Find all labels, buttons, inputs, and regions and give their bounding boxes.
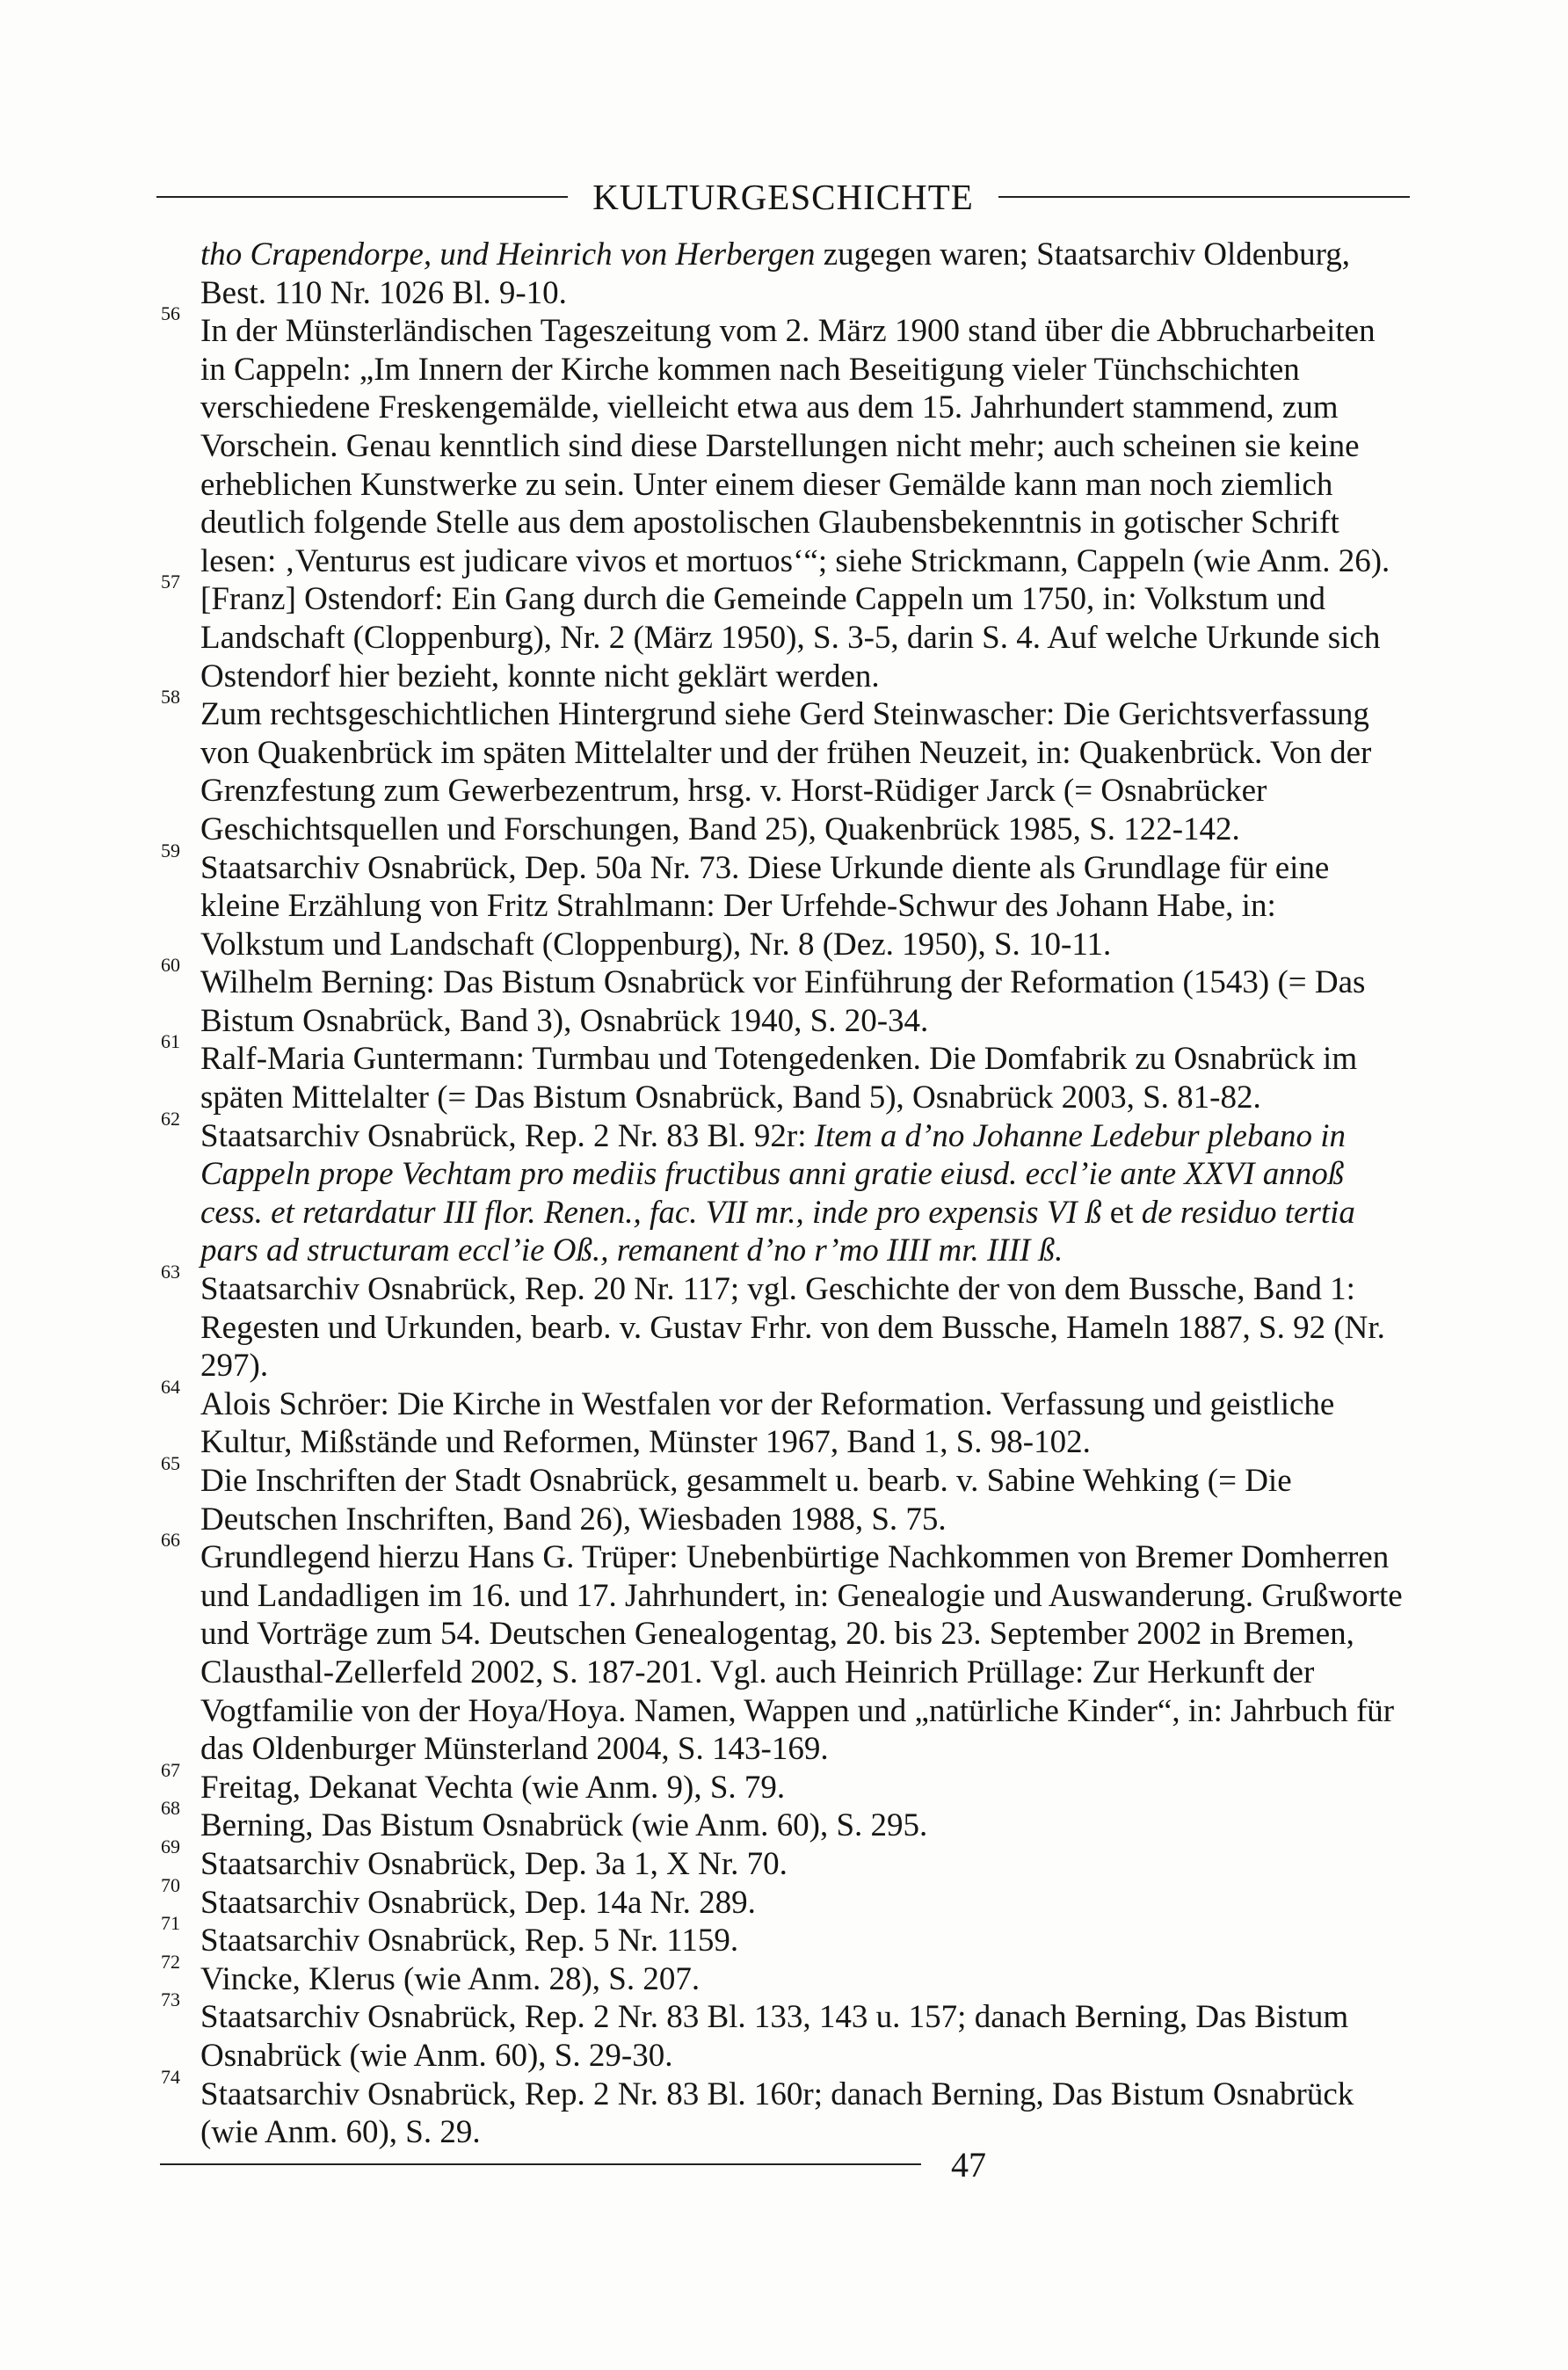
footnote <box>161 686 1406 848</box>
header-rule-left <box>156 196 568 198</box>
footnote-number: 57 <box>161 571 180 593</box>
page-number: 47 <box>951 2144 986 2185</box>
footnote-number: 67 <box>161 1758 180 1781</box>
footnote-text: In der Münsterländischen Tageszeitung vom 2. März 1900 stand über die Abbrucharbeiten in Cappeln: „Im Innern der Kirche kommen nach Beseitigung vieler Tünchschichten verschiedene Freskengemälde, vielleicht etwa aus dem 15. Jahrhundert stammend, zum Vorschein. Genau kenntlich sind diese Darstellungen nicht mehr; auch scheinen sie keine erheblichen Kunstwerke zu sein. Unter einem dieser Gemälde kann man noch ziemlich deutlich folgende Stelle aus dem apostolischen Glaubensbekenntnis in gotischer Schrift lesen: ‚Venturus est judicare vivos et mortuos‘“; siehe Strickmann, Cappeln (wie Anm. 26). <box>200 313 1390 579</box>
footnote <box>161 1030 1406 1116</box>
footnote <box>161 1452 1406 1538</box>
footnote-italic-text: Item a d’no Johanne Ledebur plebano in Cappeln prope Vechtam pro mediis fructibus anni gratie eiusd. eccl’ie ante XXVI annoß cess. et retardatur III flor. Renen., fac. VII mr., inde pro expensis VI ß <box>200 1117 1346 1231</box>
footnote <box>161 954 1406 1040</box>
footnotes-list <box>161 236 1406 2152</box>
footnote-text: Staatsarchiv Osnabrück, Rep. 2 Nr. 83 Bl. 133, 143 u. 157; danach Berning, Das Bistum Osnabrück (wie Anm. 60), S. 29-30. <box>200 1999 1349 2074</box>
footnote-number: 58 <box>161 686 180 709</box>
footnote <box>161 1873 1406 1923</box>
footnote-number: 68 <box>161 1797 180 1820</box>
footnote-number: 66 <box>161 1529 180 1552</box>
footnote <box>161 1912 1406 1960</box>
footnote-number: 60 <box>161 954 180 977</box>
footnote-number: 64 <box>161 1375 180 1398</box>
footnote <box>161 302 1406 580</box>
footnote <box>161 1375 1406 1462</box>
footnote <box>161 1261 1406 1385</box>
page-footer <box>160 2138 986 2191</box>
footnote-number: 71 <box>161 1912 180 1935</box>
footnote-text: Ralf-Maria Guntermann: Turmbau und Totengedenken. Die Domfabrik zu Osnabrück im späten Mittelalter (= Das Bistum Osnabrück, Band 5), Osnabrück 2003, S. 81-82. <box>200 1041 1358 1116</box>
footnote <box>161 1107 1406 1270</box>
footnote-text: Staatsarchiv Osnabrück, Dep. 14a Nr. 289. <box>200 1884 756 1921</box>
footnote-text: Berning, Das Bistum Osnabrück (wie Anm. 60), S. 295. <box>200 1807 928 1844</box>
footnote-number: 73 <box>161 1988 180 2011</box>
footnote-text: Staatsarchiv Osnabrück, Dep. 3a 1, X Nr. 70. <box>200 1845 788 1882</box>
footnote-text: Staatsarchiv Osnabrück, Rep. 2 Nr. 83 Bl. 92r: <box>200 1117 815 1154</box>
footnote <box>161 1758 1406 1807</box>
footnote <box>161 839 1406 964</box>
footnote-number: 62 <box>161 1107 180 1130</box>
running-title: KULTURGESCHICHTE <box>592 177 974 217</box>
footnote <box>161 1950 1406 1999</box>
footnote-number: 59 <box>161 839 180 861</box>
footnote-text: Die Inschriften der Stadt Osnabrück, gesammelt u. bearb. v. Sabine Wehking (= Die Deutschen Inschriften, Band 26), Wiesbaden 1988, S. 75. <box>200 1463 1292 1538</box>
footnote-number: 61 <box>161 1030 180 1053</box>
running-header <box>156 172 1410 222</box>
footnote-text: Zum rechtsgeschichtlichen Hintergrund siehe Gerd Steinwascher: Die Gerichtsverfassung von Quakenbrück im späten Mittelalter und der frühen Neuzeit, in: Quakenbrück. Von der Grenzfestung zum Gewerbezentrum, hrsg. v. Horst-Rüdiger Jarck (= Osnabrücker Geschichtsquellen und Forschungen, Band 25), Quakenbrück 1985, S. 122-142. <box>200 696 1372 847</box>
footnote-number: 70 <box>161 1873 180 1896</box>
footnote <box>161 1835 1406 1884</box>
footnote-text: zugegen waren; Staatsarchiv Oldenburg, Best. 110 Nr. 1026 Bl. 9-10. <box>200 236 1351 311</box>
footnote <box>161 571 1406 695</box>
footnote-text: Staatsarchiv Osnabrück, Rep. 5 Nr. 1159. <box>200 1923 739 1959</box>
footnote-number: 74 <box>161 2065 180 2088</box>
footnote-number: 65 <box>161 1452 180 1474</box>
footnote-text: Freitag, Dekanat Vechta (wie Anm. 9), S. 79. <box>200 1769 786 1806</box>
footnote-text: Wilhelm Berning: Das Bistum Osnabrück vor Einführung der Reformation (1543) (= Das Bistum Osnabrück, Band 3), Osnabrück 1940, S. 20-34. <box>200 964 1366 1039</box>
footnote <box>161 1797 1406 1845</box>
footnote-text: Vincke, Klerus (wie Anm. 28), S. 207. <box>200 1960 701 1997</box>
footnote <box>161 1529 1406 1769</box>
footnote-italic-text: tho Crapendorpe, und Heinrich von Herbergen <box>200 236 816 273</box>
footnote-italic-text: de residuo tertia pars ad structuram eccl’ie Oß., remanent d’no r’mo IIII mr. IIII ß. <box>200 1194 1355 1269</box>
footer-rule <box>160 2163 921 2165</box>
footnote-number: 56 <box>161 302 180 325</box>
footnote-text: Grundlegend hierzu Hans G. Trüper: Unebenbürtige Nachkommen von Bremer Domherren und Landadligen im 16. und 17. Jahrhundert, in: Genealogie und Auswanderung. Grußworte und Vorträge zum 54. Deutschen Genealogentag, 20. bis 23. September 2002 in Bremen, Clausthal-Zellerfeld 2002, S. 187-201. Vgl. auch Heinrich Prüllage: Zur Herkunft der Vogtfamilie von der Hoya/Hoya. Namen, Wappen und „natürliche Kinder“, in: Jahrbuch für das Oldenburger Münsterland 2004, S. 143-169. <box>200 1539 1403 1768</box>
footnote-text: Staatsarchiv Osnabrück, Rep. 2 Nr. 83 Bl. 160r; danach Berning, Das Bistum Osnabrück (wie Anm. 60), S. 29. <box>200 2076 1354 2151</box>
header-rule-right <box>998 196 1410 198</box>
footnote-number: 72 <box>161 1950 180 1973</box>
footnote <box>161 1988 1406 2075</box>
footnote-number: 69 <box>161 1835 180 1857</box>
footnote-text: Alois Schröer: Die Kirche in Westfalen vor der Reformation. Verfassung und geistliche Kultur, Mißstände und Reformen, Münster 1967, Band 1, S. 98-102. <box>200 1385 1335 1461</box>
footnote-number: 63 <box>161 1261 180 1283</box>
footnote-text: et <box>1101 1194 1142 1231</box>
footnote-text: Staatsarchiv Osnabrück, Rep. 20 Nr. 117; vgl. Geschichte der von dem Bussche, Band 1: Regesten und Urkunden, bearb. v. Gustav Frhr. von dem Bussche, Hameln 1887, S. 92 (Nr. 297). <box>200 1271 1385 1385</box>
footnote <box>200 236 1406 312</box>
footnote-text: Staatsarchiv Osnabrück, Dep. 50a Nr. 73. Diese Urkunde diente als Grundlage für eine kleine Erzählung von Fritz Strahlmann: Der Urfehde-Schwur des Johann Habe, in: Volkstum und Landschaft (Cloppenburg), Nr. 8 (Dez. 1950), S. 10-11. <box>200 849 1330 963</box>
footnote-text: [Franz] Ostendorf: Ein Gang durch die Gemeinde Cappeln um 1750, in: Volkstum und Landschaft (Cloppenburg), Nr. 2 (März 1950), S. 3-5, darin S. 4. Auf welche Urkunde sich Ostendorf hier bezieht, konnte nicht geklärt werden. <box>200 581 1381 694</box>
